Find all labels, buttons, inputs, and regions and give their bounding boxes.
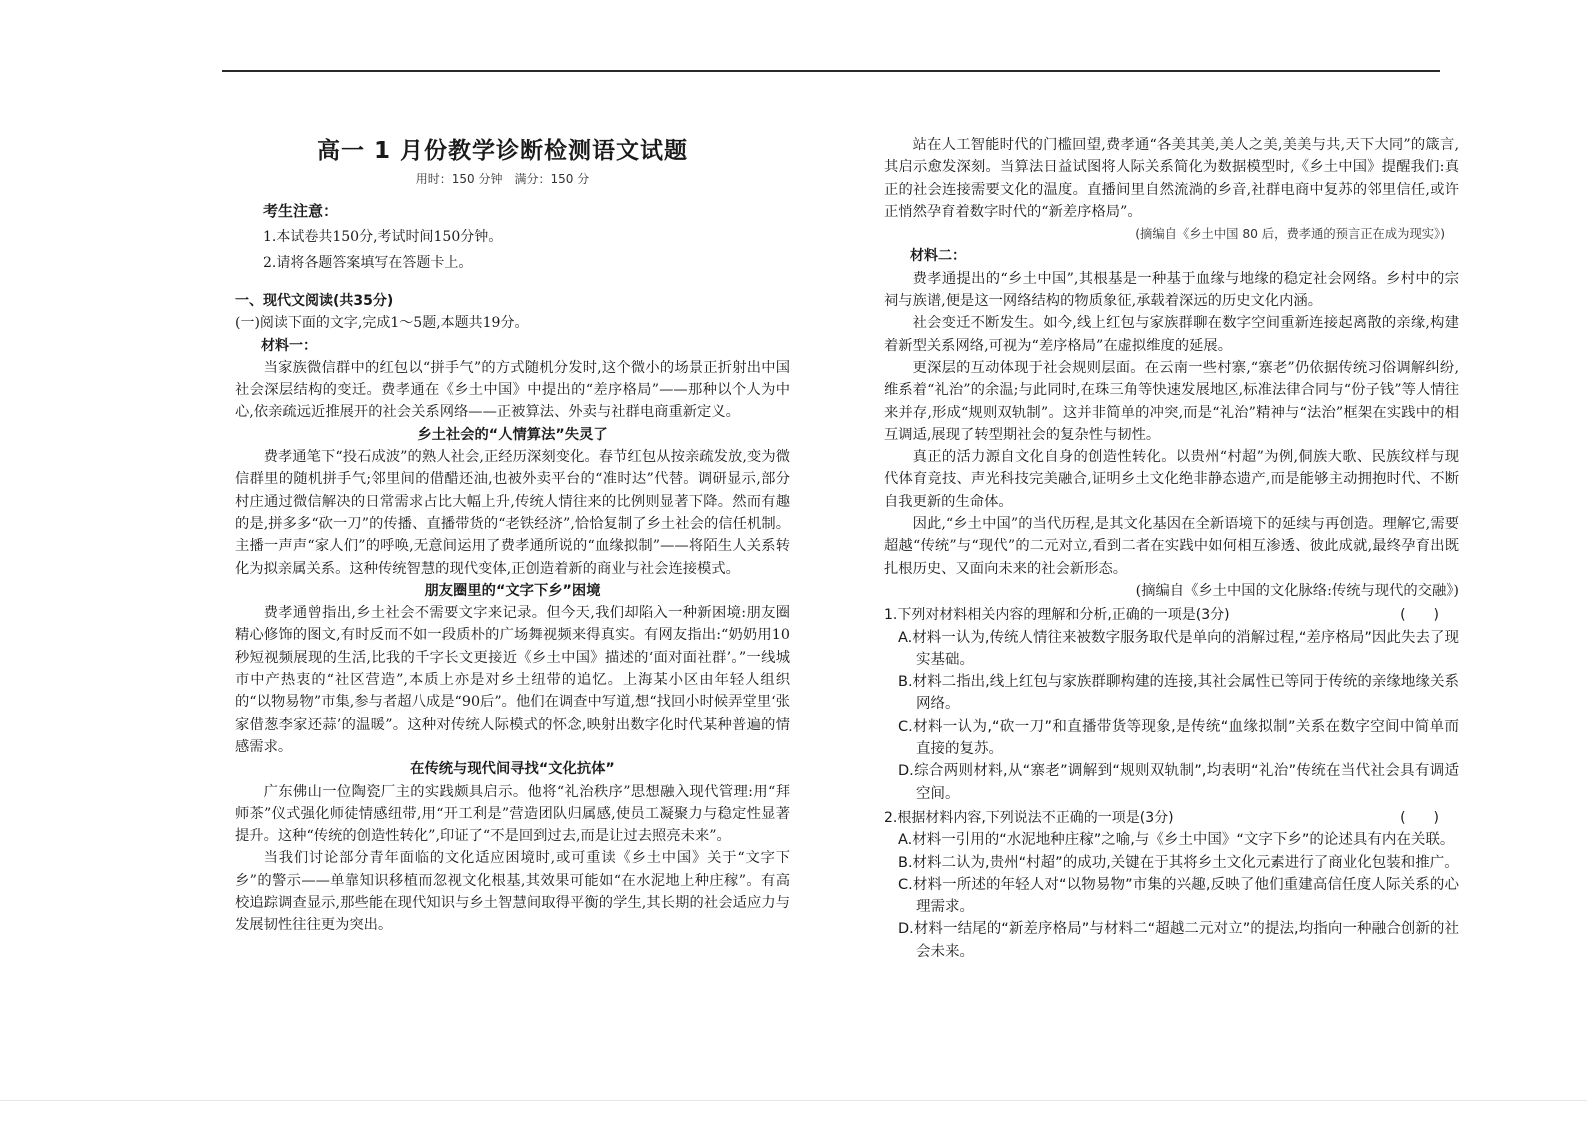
right-column xyxy=(884,134,1459,963)
top-rule xyxy=(222,70,1440,72)
option: B.材料二认为,贵州“村超”的成功,关键在于其将乡土文化元素进行了商业化包装和推广。 xyxy=(898,854,1459,871)
notice-item: 1.本试卷共150分,考试时间150分钟。 xyxy=(263,229,503,245)
material-1-heading-1: 乡土社会的“人情算法”失灵了 xyxy=(417,426,608,443)
notice-item: 2.请将各题答案填写在答题卡上。 xyxy=(263,255,473,271)
material-1-heading-2: 朋友圈里的“文字下乡”困境 xyxy=(424,582,601,599)
option: D.综合两则材料,从“寨老”调解到“规则双轨制”,均表明“礼治”传统在当代社会具有调适空间。 xyxy=(898,763,1459,802)
option: B.材料二指出,线上红包与家族群聊构建的连接,其社会属性已等同于传统的亲缘地缘关系网络。 xyxy=(898,674,1459,713)
material-2-label: 材料二： xyxy=(910,248,966,265)
section-title: 一、现代文阅读(共35分) xyxy=(235,293,394,309)
answer-blank: ( ) xyxy=(1400,809,1439,826)
option: A.材料一认为,传统人情往来被数字服务取代是单向的消解过程,“差序格局”因此失去了现实基础。 xyxy=(898,629,1459,668)
section-instruction: (一)阅读下面的文字,完成1～5题,本题共19分。 xyxy=(235,315,529,332)
material-1-paragraph: 广东佛山一位陶瓷厂主的实践颇具启示。他将“礼治秩序”思想融入现代管理:用“拜师茶”仪式强化师徒情感纽带,用“开工利是”营造团队归属感,使员工凝聚力与稳定性显著提升。这种“传统的创造性转化”,印证了“不是回到过去,而是让过去照亮未来”。 xyxy=(235,783,790,845)
material-1-paragraph: 站在人工智能时代的门槛回望,费孝通“各美其美,美人之美,美美与共,天下大同”的箴言,其启示愈发深刻。当算法日益试图将人际关系简化为数据模型时,《乡土中国》提醒我们:真正的社会连接需要文化的温度。直播间里自然流淌的乡音,社群电商中复苏的邻里信任,或许正悄然孕育着数字时代的“新差序格局”。 xyxy=(884,137,1459,220)
material-1-paragraph: 当我们讨论部分青年面临的文化适应困境时,或可重读《乡土中国》关于“文字下乡”的警示——单靠知识移植而忽视文化根基,其效果可能如“在水泥地上种庄稼”。有高校追踪调查显示,那些能在现代知识与乡土智慧间取得平衡的学生,其长期的社会适应力与发展韧性往往更为突出。 xyxy=(235,850,790,934)
material-1-heading-3: 在传统与现代间寻找“文化抗体” xyxy=(410,761,615,778)
material-2-paragraph: 真正的活力源自文化自身的创造性转化。以贵州“村超”为例,侗族大歌、民族纹样与现代体育竞技、声光科技完美融合,证明乡土文化绝非静态遗产,而是能够主动拥抱时代、不断自我更新的生命体。 xyxy=(884,449,1459,510)
material-2-paragraph: 社会变迁不断发生。如今,线上红包与家族群聊在数字空间重新连接起离散的亲缘,构建着新型关系网络,可视为“差序格局”在虚拟维度的延展。 xyxy=(884,315,1459,354)
material-1-intro: 当家族微信群中的红包以“拼手气”的方式随机分发时,这个微小的场景正折射出中国社会深层结构的变迁。费孝通在《乡土中国》中提出的“差序格局”——那种以个人为中心,依亲疏远近推展开的社会关系网络——正被算法、外卖与社群电商重新定义。 xyxy=(235,359,790,421)
option: C.材料一所述的年轻人对“以物易物”市集的兴趣,反映了他们重建高信任度人际关系的心理需求。 xyxy=(898,876,1459,916)
material-2-paragraph: 费孝通提出的“乡土中国”,其根基是一种基于血缘与地缘的稳定社会网络。乡村中的宗祠与族谱,便是这一网络结构的物质象征,承载着深远的历史文化内涵。 xyxy=(884,270,1459,310)
material-1-source: (摘编自《乡土中国 80 后，费孝通的预言正在成为现实》) xyxy=(1135,227,1445,242)
page-bottom-edge xyxy=(0,1100,1587,1123)
question-2-text: 2.根据材料内容,下列说法不正确的一项是(3分) xyxy=(884,809,1174,826)
option: D.材料一结尾的“新差序格局”与材料二“超越二元对立”的提法,均指向一种融合创新的社会未来。 xyxy=(898,921,1459,960)
option: C.材料一认为,“砍一刀”和直播带货等现象,是传统“血缘拟制”关系在数字空间中简单而直接的复苏。 xyxy=(898,718,1459,758)
answer-blank: ( ) xyxy=(1400,607,1439,624)
material-1-paragraph: 费孝通笔下“投石成波”的熟人社会,正经历深刻变化。春节红包从按亲疏发放,变为微信群里的随机拼手气;邻里间的借醋还油,也被外卖平台的“准时达”代替。调研显示,部分村庄通过微信解决的日常需求占比大幅上升,传统人情往来的比例则显著下降。然而有趣的是,拼多多“砍一刀”的传播、直播带货的“老铁经济”,恰恰复制了乡土社会的信任机制。主播一声声“家人们”的呼唤,无意间运用了费孝通所说的“血缘拟制”——将陌生人关系转化为拟亲属关系。这种传统智慧的现代变体,正创造着新的商业与社会连接模式。 xyxy=(235,449,790,577)
exam-meta: 用时：150 分钟 满分：150 分 xyxy=(415,172,590,186)
left-column xyxy=(235,134,790,937)
option: A.材料一引用的“水泥地种庄稼”之喻,与《乡土中国》“文字下乡”的论述具有内在关联。 xyxy=(898,832,1455,849)
material-2-paragraph: 因此,“乡土中国”的当代历程,是其文化基因在全新语境下的延续与再创造。理解它,需要超越“传统”与“现代”的二元对立,看到二者在实践中如何相互渗透、彼此成就,最终孕育出既扎根历史、又面向未来的社会新形态。 xyxy=(884,516,1459,577)
question-1-text: 1.下列对材料相关内容的理解和分析,正确的一项是(3分) xyxy=(884,607,1230,624)
material-2-source: (摘编自《乡土中国的文化脉络:传统与现代的交融》) xyxy=(1135,582,1459,599)
exam-title: 高一 1 月份教学诊断检测语文试题 xyxy=(316,138,689,164)
material-1-paragraph: 费孝通曾指出,乡土社会不需要文字来记录。但今天,我们却陷入一种新困境:朋友圈精心修饰的图文,有时反而不如一段质朴的广场舞视频来得真实。有网友指出:“奶奶用10秒短视频展现的生活,比我的千字长文更接近《乡土中国》描述的‘面对面社群’。”一线城市中产热衷的“社区营造”,本质上亦是对乡土纽带的追忆。上海某小区由年轻人组织的“以物易物”市集,参与者超八成是“90后”。他们在调查中写道,想“找回小时候弄堂里‘张家借葱李家还蒜’的温暖”。这种对传统人际模式的怀念,映射出数字化时代某种普遍的情感需求。 xyxy=(235,605,790,755)
material-1-label: 材料一： xyxy=(261,337,317,354)
question-stem xyxy=(884,807,1459,829)
notice-title: 考生注意： xyxy=(263,202,339,220)
question-stem xyxy=(884,604,1459,626)
material-2-paragraph: 更深层的互动体现于社会规则层面。在云南一些村寨,“寨老”仍依据传统习俗调解纠纷,维系着“礼治”的余温;与此同时,在珠三角等快速发展地区,标准法律合同与“份子钱”等人情往来并存,形成“规则双轨制”。这并非简单的冲突,而是“礼治”精神与“法治”框架在实践中的相互调适,展现了转型期社会的复杂性与韧性。 xyxy=(884,359,1459,443)
